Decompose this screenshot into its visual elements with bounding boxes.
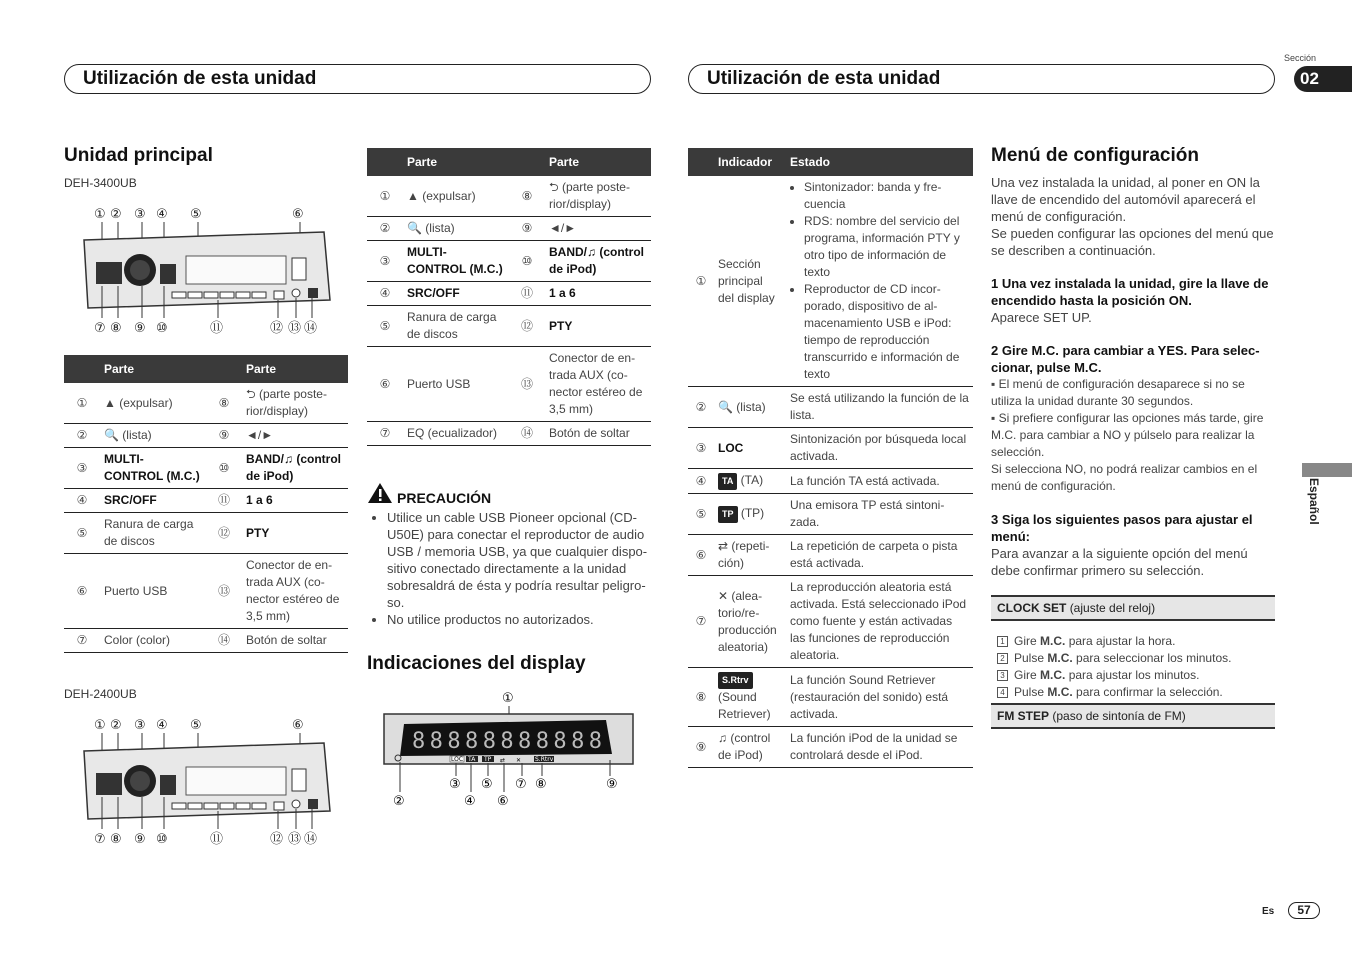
clock-steps xyxy=(997,633,1231,701)
callouts-top-2 xyxy=(94,718,304,733)
callout: ③ xyxy=(134,718,146,733)
menu-step-1-note: Aparece SET UP. xyxy=(991,310,1092,325)
menu-step-1: 1 Una vez instalada la unidad, gire la llave de encendido hasta la posición ON. xyxy=(991,276,1269,308)
indicator-row: ⑧ S.Rtrv (Sound Retriever) La función Sound Retriever (restauración del sonido) está activada. xyxy=(688,668,973,727)
model-2: DEH-2400UB xyxy=(64,687,137,701)
callout: ⑫ xyxy=(270,832,284,847)
callout: ⑦ xyxy=(515,777,527,792)
callouts-bottom-2 xyxy=(94,832,317,847)
menu-step-3-note: Para avanzar a la siguiente opción del menú debe confirmar primero su selección. xyxy=(991,546,1248,578)
callout: ⑤ xyxy=(190,207,202,222)
tag-ta: TA xyxy=(468,756,476,763)
table-row: ⑥ Puerto USB ⑬ Conector de entrada AUX (conector estéreo de 3,5 mm) xyxy=(367,347,651,422)
caution-item: • Utilice un cable USB Pioneer opcional (CD-U50E) para conectar el reproductor de audio USB / memoria USB, ya que cualquier dispositivo conectado directamente a la unidad sobresaldrá de ésta y podría resultar peligroso. xyxy=(387,509,651,611)
menu-step-2-b3: Si selecciona NO, no podrá realizar cambios en el menú de configuración. xyxy=(991,462,1258,493)
callout: ⑧ xyxy=(110,832,122,847)
callout: ⑭ xyxy=(304,321,318,336)
callout: ③ xyxy=(134,207,146,222)
table-row: ⑤ Ranura de carga de discos ⑫ PTY xyxy=(367,306,651,347)
callout: ⑦ xyxy=(94,832,106,847)
callout: ⑫ xyxy=(270,321,284,336)
indicator-row: ③ LOC Sintonización por búsqueda local activada. xyxy=(688,428,973,469)
clock-set-desc: (ajuste del reloj) xyxy=(1069,601,1156,615)
table-row: ④ SRC/OFF ⑪ 1 a 6 xyxy=(64,489,348,513)
callout: ⑦ xyxy=(94,321,106,336)
callout: ① xyxy=(94,207,106,222)
tag-srtrv: S.Rtrv xyxy=(535,756,554,763)
left-header: Utilización de esta unidad xyxy=(64,64,651,94)
callout: ⑪ xyxy=(210,321,224,336)
table-row: ⑥ Puerto USB ⑬ Conector de entrada AUX (conector estéreo de 3,5 mm) xyxy=(64,554,348,629)
callouts-bottom-1 xyxy=(94,321,317,336)
indicator-row: ④ TA (TA) La función TA está activada. xyxy=(688,469,973,494)
language-tab-bar xyxy=(1302,463,1352,477)
table-row: ⑦ Color (color) ⑭ Botón de soltar xyxy=(64,629,348,653)
callout: ⑤ xyxy=(190,718,202,733)
unit-title: Unidad principal xyxy=(64,145,213,166)
menu-body xyxy=(991,174,1275,579)
callout: ⑩ xyxy=(156,321,168,336)
clock-step: 4 Pulse M.C. para confirmar la selección. xyxy=(997,684,1231,701)
device-illustration-2 xyxy=(64,711,354,851)
indicator-row: ⑦ ✕ (aleatorio/reproducción aleatoria) La reproducción aleatoria está activada. Está seleccionado iPod como fuente y están activadas las funciones de reproducción aleatoria. xyxy=(688,576,973,668)
callout: ⑧ xyxy=(110,321,122,336)
caution-title: PRECAUCIÓN xyxy=(397,490,492,506)
display-illustration xyxy=(382,686,637,812)
callout: ⑨ xyxy=(606,777,618,792)
indicator-table: Indicador Estado ① Sección principal del display • Sintonizador: banda y frecuencia • RDS: nombre del servicio del programa, información PTY y otro tipo de información de texto • Reproductor de CD incorporado, dispositivo de almacenamiento USB e iPod: tiempo de reproducción transcurrido e información de texto ② 🔍 (lista) Se está utilizando la función de la lista. ③ LOC Sintonización por búsqueda local activada. ④ TA (TA) La función TA está activada. ⑤ TP (TP) Una emisora TP está sintonizada. ⑥ ⇄ (repetición) La repetición de carpeta o pista está activada. ⑦ ✕ (aleatorio/reproducción aleatoria) La reproducción aleatoria está activada. Está seleccionado iPod como fuente y están activadas las funciones de reproducción aleatoria. ⑧ S.Rtrv (Sound Retriever) La función Sound Retriever (restauración del sonido) está activada. ⑨ ♫ (control de iPod) La función iPod de la unidad se controlará desde el iPod. xyxy=(688,148,973,768)
callout: ④ xyxy=(156,718,168,733)
table-row: ③ MULTI-CONTROL (M.C.) ⑩ BAND/♫ (control de iPod) xyxy=(64,448,348,489)
segment-text: 88888888888 xyxy=(412,729,602,754)
callout: ① xyxy=(94,718,106,733)
section-label: Sección xyxy=(1284,53,1317,63)
indicator-row: ① Sección principal del display • Sintonizador: banda y frecuencia • RDS: nombre del servicio del programa, información PTY y otro tipo de información de texto • Reproductor de CD incorporado, dispositivo de almacenamiento USB e iPod: tiempo de reproducción transcurrido e información de texto xyxy=(688,176,973,387)
callout: ⑥ xyxy=(497,794,509,809)
callout: ⑪ xyxy=(210,832,224,847)
language-label: Español xyxy=(1307,478,1321,525)
clock-step: 3 Gire M.C. para ajustar los minutos. xyxy=(997,667,1231,684)
tag-repeat: ⇄ xyxy=(500,757,506,764)
caution-body xyxy=(367,509,651,628)
callout: ① xyxy=(502,691,514,706)
display-title: Indicaciones del display xyxy=(367,653,586,674)
menu-step-2-b2: ▪ Si prefiere configurar las opciones más tarde, gire M.C. para cambiar a NO y púlselo para realizar la selección. xyxy=(991,411,1264,459)
parts-table-2: Parte Parte ① ▲ (expulsar) ⑧ ⮌ (parte posterior/display) ② 🔍 (lista) ⑨ ◄/► ③ MULTI-CONTROL (M.C.) ⑩ BAND/♫ (control de iPod) ④ SRC/OFF ⑪ 1 a 6 ⑤ Ranura de carga de discos ⑫ PTY ⑥ Puerto USB ⑬ Conector de entrada AUX (conector estéreo de 3,5 mm) ⑦ EQ (ecualizador) ⑭ Botón de soltar xyxy=(367,148,651,446)
clock-set-label: CLOCK SET xyxy=(997,601,1067,615)
footer-lang: Es xyxy=(1262,906,1275,917)
indicator-row: ② 🔍 (lista) Se está utilizando la función de la lista. xyxy=(688,387,973,428)
indicator-row: ⑤ TP (TP) Una emisora TP está sintonizada. xyxy=(688,494,973,535)
callout: ② xyxy=(110,718,122,733)
caution-item: • No utilice productos no autorizados. xyxy=(387,611,651,628)
table-row: ① ▲ (expulsar) ⑧ ⮌ (parte posterior/display) xyxy=(64,383,348,424)
table-row: ③ MULTI-CONTROL (M.C.) ⑩ BAND/♫ (control de iPod) xyxy=(367,241,651,282)
menu-title: Menú de configuración xyxy=(991,145,1199,166)
right-header: Utilización de esta unidad xyxy=(688,64,1275,94)
device-illustration-1 xyxy=(64,200,354,340)
table-row: ① ▲ (expulsar) ⑧ ⮌ (parte posterior/display) xyxy=(367,176,651,217)
clock-step: 1 Gire M.C. para ajustar la hora. xyxy=(997,633,1231,650)
indicator-row: ⑨ ♫ (control de iPod) La función iPod de la unidad se controlará desde el iPod. xyxy=(688,727,973,768)
indicator-row: ⑥ ⇄ (repetición) La repetición de carpeta o pista está activada. xyxy=(688,535,973,576)
section-number: 02 xyxy=(1294,66,1352,92)
menu-step-2-b1: ▪ El menú de configuración desaparece si no se utiliza la unidad durante 30 segundos. xyxy=(991,377,1245,408)
callout: ④ xyxy=(464,794,476,809)
fm-step-box xyxy=(991,703,1275,729)
clock-step: 2 Pulse M.C. para seleccionar los minutos. xyxy=(997,650,1231,667)
callout: ⑬ xyxy=(288,832,302,847)
page-number: 57 xyxy=(1288,902,1320,919)
clock-set-box xyxy=(991,595,1275,621)
callout: ⑨ xyxy=(134,832,146,847)
menu-step-2: 2 Gire M.C. para cambiar a YES. Para seleccionar, pulse M.C. xyxy=(991,343,1260,375)
table-row: ④ SRC/OFF ⑪ 1 a 6 xyxy=(367,282,651,306)
tag-loc: LOC xyxy=(451,756,464,763)
callouts-top-1 xyxy=(94,207,304,222)
warning-icon xyxy=(367,481,393,505)
callout: ⑩ xyxy=(156,832,168,847)
callout: ④ xyxy=(156,207,168,222)
callout: ⑧ xyxy=(535,777,547,792)
callout: ⑨ xyxy=(134,321,146,336)
callout: ⑬ xyxy=(288,321,302,336)
callout: ⑥ xyxy=(292,718,304,733)
menu-intro-1: Una vez instalada la unidad, al poner en ON la llave de encendido del automóvil aparecerá el menú de configuración. xyxy=(991,175,1260,224)
parts-table-1: Parte Parte ① ▲ (expulsar) ⑧ ⮌ (parte posterior/display) ② 🔍 (lista) ⑨ ◄/► ③ MULTI-CONTROL (M.C.) ⑩ BAND/♫ (control de iPod) ④ SRC/OFF ⑪ 1 a 6 ⑤ Ranura de carga de discos ⑫ PTY ⑥ Puerto USB ⑬ Conector de entrada AUX (conector estéreo de 3,5 mm) ⑦ Color (color) ⑭ Botón de soltar xyxy=(64,355,348,653)
table-row: ② 🔍 (lista) ⑨ ◄/► xyxy=(64,424,348,448)
callout: ② xyxy=(393,794,405,809)
table-row: ⑦ EQ (ecualizador) ⑭ Botón de soltar xyxy=(367,422,651,446)
callout: ⑥ xyxy=(292,207,304,222)
tag-random: ✕ xyxy=(516,757,522,764)
table-row: ② 🔍 (lista) ⑨ ◄/► xyxy=(367,217,651,241)
callout: ② xyxy=(110,207,122,222)
model-1: DEH-3400UB xyxy=(64,176,137,190)
callout: ③ xyxy=(449,777,461,792)
callout: ⑭ xyxy=(304,832,318,847)
tag-tp: TP xyxy=(484,756,492,763)
fm-step-label: FM STEP xyxy=(997,709,1050,723)
menu-intro-2: Se pueden configurar las opciones del menú que se describen a continuación. xyxy=(991,226,1274,258)
table-row: ⑤ Ranura de carga de discos ⑫ PTY xyxy=(64,513,348,554)
menu-step-3: 3 Siga los siguientes pasos para ajustar el menú: xyxy=(991,512,1253,544)
callout: ⑤ xyxy=(481,777,493,792)
fm-step-desc: (paso de sintonía de FM) xyxy=(1052,709,1186,723)
